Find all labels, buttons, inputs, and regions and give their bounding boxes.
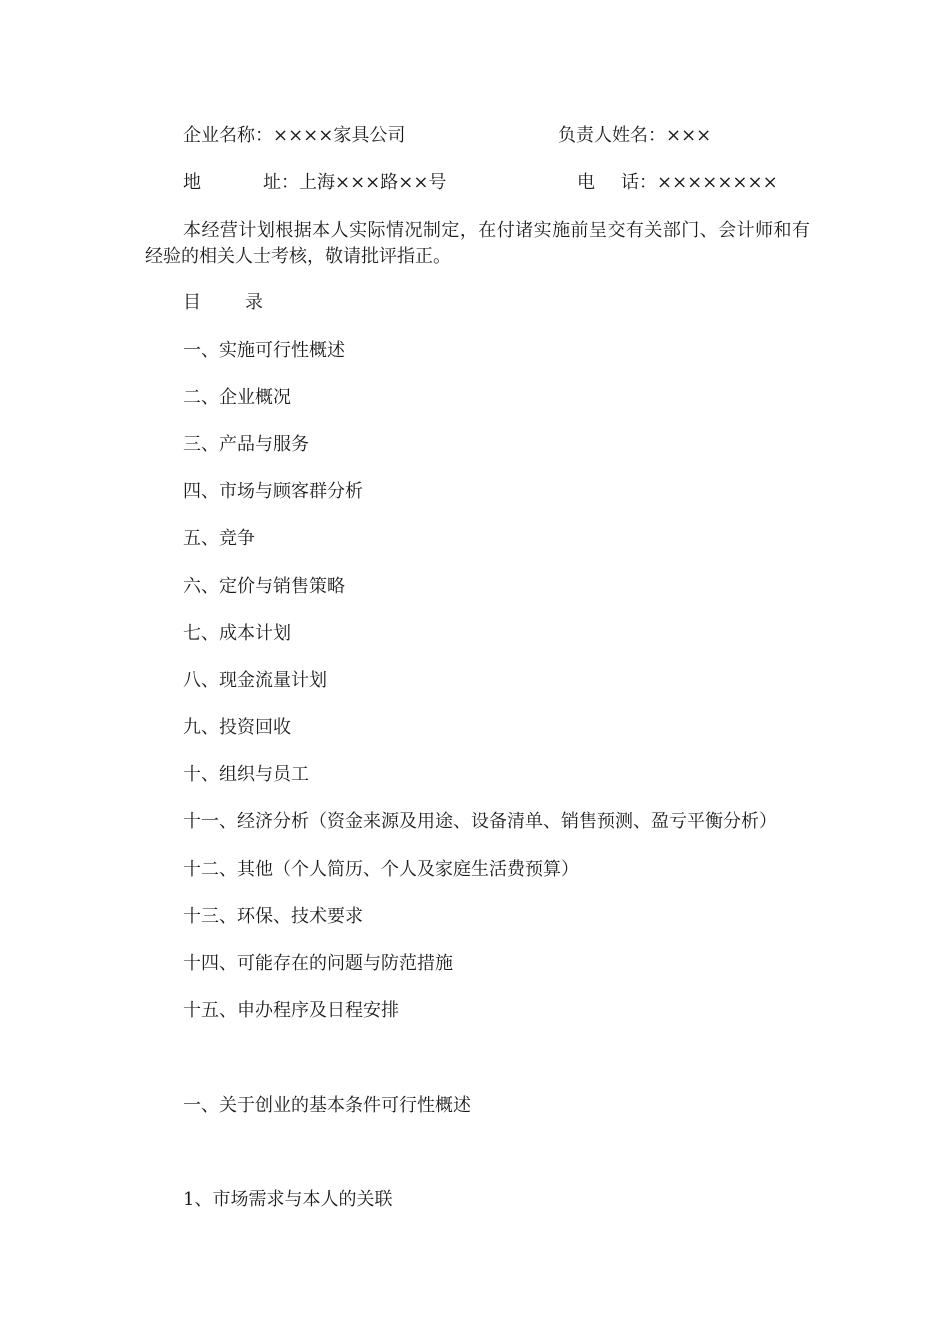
toc-item: 八、现金流量计划 bbox=[183, 670, 327, 691]
toc-item: 十一、经济分析（资金来源及用途、设备清单、销售预测、盈亏平衡分析） bbox=[183, 811, 777, 832]
section-subheading: 1、市场需求与本人的关联 bbox=[183, 1189, 393, 1210]
toc-item: 十、组织与员工 bbox=[183, 764, 309, 785]
address-label-second: 址： bbox=[263, 172, 299, 193]
toc-item: 十二、其他（个人简历、个人及家庭生活费预算） bbox=[183, 859, 579, 880]
phone-line bbox=[577, 171, 778, 195]
toc-item: 三、产品与服务 bbox=[183, 434, 309, 455]
toc-item: 十三、环保、技术要求 bbox=[183, 906, 363, 927]
company-name-label: 企业名称： bbox=[183, 125, 273, 146]
phone-label-second: 话： bbox=[621, 172, 657, 193]
owner-name-value: ××× bbox=[666, 125, 712, 146]
owner-name-label: 负责人姓名： bbox=[558, 125, 666, 146]
phone-label-first: 电 bbox=[577, 172, 595, 193]
address-label-first: 地 bbox=[183, 172, 201, 193]
section-heading: 一、关于创业的基本条件可行性概述 bbox=[183, 1095, 471, 1116]
toc-item: 十五、申办程序及日程安排 bbox=[183, 1000, 399, 1021]
toc-item: 一、实施可行性概述 bbox=[183, 340, 345, 361]
toc-title-second: 录 bbox=[245, 292, 263, 313]
toc-item: 十四、可能存在的问题与防范措施 bbox=[183, 953, 453, 974]
toc-title bbox=[183, 291, 263, 315]
company-name-line bbox=[183, 124, 405, 148]
toc-item: 五、竞争 bbox=[183, 528, 255, 549]
company-name-value: ××××家具公司 bbox=[273, 125, 406, 146]
toc-item: 七、成本计划 bbox=[183, 623, 291, 644]
address-line bbox=[183, 171, 446, 195]
phone-value: ×××××××× bbox=[657, 172, 778, 193]
toc-item: 二、企业概况 bbox=[183, 387, 291, 408]
owner-name-line bbox=[558, 124, 711, 148]
toc-item: 四、市场与顾客群分析 bbox=[183, 481, 363, 502]
toc-item: 九、投资回收 bbox=[183, 717, 291, 738]
address-value: 上海×××路××号 bbox=[299, 172, 447, 193]
toc-item: 六、定价与销售策略 bbox=[183, 576, 345, 597]
intro-paragraph: 本经营计划根据本人实际情况制定，在付诸实施前呈交有关部门、会计师和有经验的相关人士考核，敬请批评指正。 bbox=[145, 220, 810, 267]
toc-title-first: 目 bbox=[183, 292, 201, 313]
